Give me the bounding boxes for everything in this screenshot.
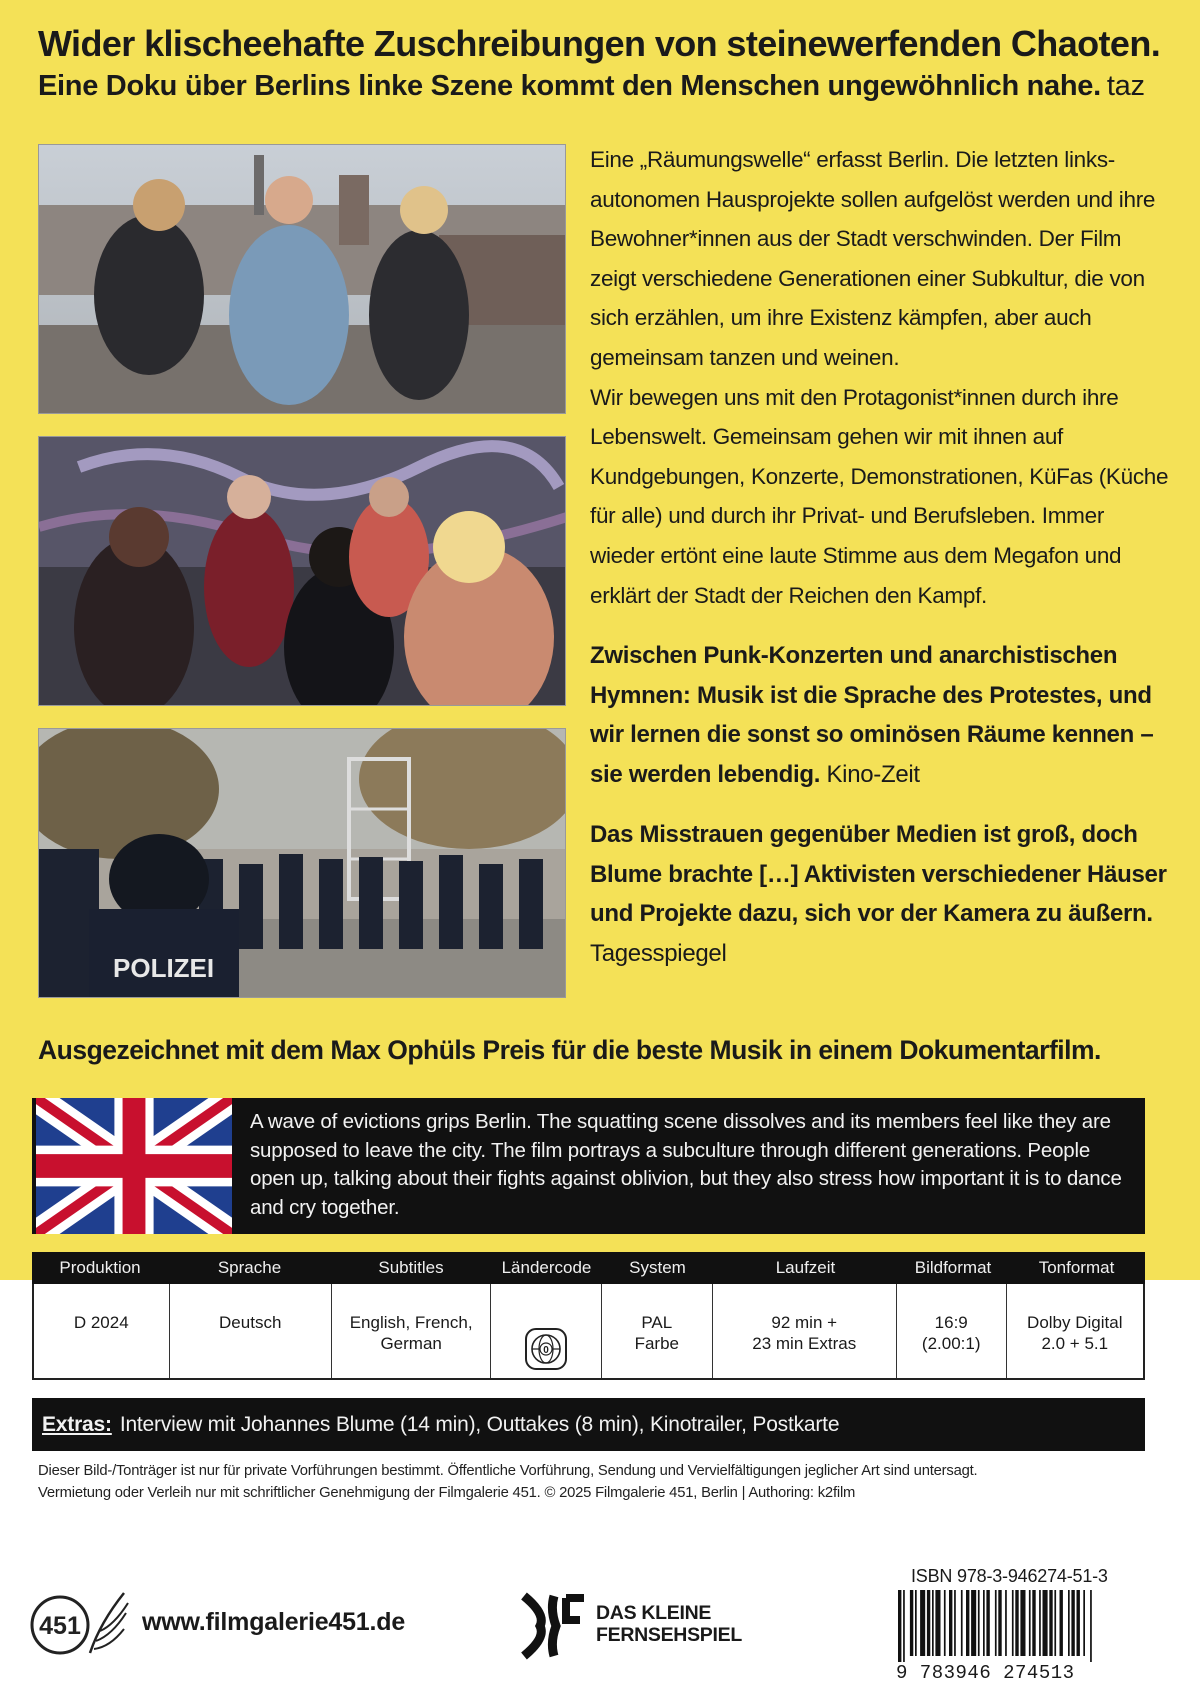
quote2-source: Tagesspiegel	[590, 939, 727, 967]
logo-451-text: 451	[39, 1612, 81, 1640]
photo-police	[38, 728, 566, 998]
spec-value-sprache: Deutsch	[170, 1284, 332, 1378]
extras-bar	[32, 1398, 1145, 1451]
barcode-bar	[1012, 1590, 1014, 1656]
barcode-bar	[986, 1590, 989, 1656]
kf-line2: FERNSEHSPIEL	[596, 1624, 742, 1646]
kf-text	[596, 1602, 742, 1646]
spec-value-tonformat: Dolby Digital 2.0 + 5.1	[1027, 1313, 1123, 1353]
description-para1: Eine „Räumungswelle“ erfasst Berlin. Die letzten links-autonomen Hausprojekte sollen aufgelöst werden und ihre Bewohner*innen aus der Stadt verschwinden. Der Film zeigt verschiedene Generationen einer Subkultur, die von sich erzählen, um ihre Existenz kämpfen, aber auch gemeinsam tanzen und weinen.	[590, 147, 1156, 370]
legal-line2: Vermietung oder Verleih nur mit schriftlicher Genehmigung der Filmgalerie 451. © 2025 Filmgalerie 451, Berlin | Authoring: k2film	[38, 1485, 856, 1501]
spec-value-subtitles: English, French, German	[332, 1284, 491, 1378]
barcode-bar	[1020, 1590, 1025, 1656]
barcode-bar	[1083, 1590, 1085, 1656]
barcode-bar	[944, 1590, 946, 1656]
quote1-source: Kino-Zeit	[826, 760, 920, 788]
barcode-bar	[1060, 1590, 1063, 1656]
award-line: Ausgezeichnet mit dem Max Ophüls Preis für die beste Musik in einem Dokumentarfilm.	[38, 1035, 1101, 1065]
barcode-bar	[983, 1590, 985, 1656]
spec-header-produktion: Produktion	[59, 1258, 141, 1277]
headline-source: taz	[1106, 70, 1145, 102]
website-link[interactable]: www.filmgalerie451.de	[142, 1608, 406, 1636]
barcode-bar	[932, 1590, 934, 1656]
photo-rooftop	[38, 144, 566, 414]
spec-value-system: PAL Farbe	[602, 1284, 713, 1378]
english-text: A wave of evictions grips Berlin. The squatting scene dissolves and its members feel like they are supposed to leave the city. The film portrays a subculture through different generations. People open up, talking about their fights against oblivion, but they also stress how important it is to dance and cry together.	[250, 1110, 1122, 1219]
barcode-bar	[903, 1590, 905, 1662]
barcode-bar	[978, 1590, 980, 1656]
barcode-bar	[920, 1590, 925, 1656]
specs-table	[32, 1252, 1145, 1380]
barcode-bar	[915, 1590, 917, 1656]
barcode	[896, 1590, 1152, 1662]
barcode-bar	[1068, 1590, 1070, 1656]
barcode-bar	[954, 1590, 956, 1656]
quote2-text: Das Misstrauen gegenüber Medien ist groß, doch Blume brachte […] Aktivisten verschiedener Häuser und Projekte dazu, sich vor der Kamera zu äußern.	[590, 821, 1167, 927]
barcode-bar	[1043, 1590, 1048, 1656]
headline-block	[38, 22, 1178, 106]
barcode-bar	[1032, 1590, 1035, 1656]
kf-line1: DAS KLEINE	[596, 1602, 712, 1624]
headline-line2	[38, 66, 1178, 106]
barcode-bar	[998, 1590, 1001, 1656]
spec-header-laendercode: Ländercode	[501, 1258, 592, 1277]
barcode-bar	[1005, 1590, 1007, 1656]
barcode-bar	[995, 1590, 997, 1656]
spec-value-bildformat: 16:9 (2.00:1)	[897, 1284, 1007, 1378]
spec-header-laufzeit: Laufzeit	[775, 1258, 836, 1277]
barcode-bar	[949, 1590, 952, 1656]
description-para2: Wir bewegen uns mit den Protagonist*innen durch ihre Lebenswelt. Gemeinsam gehen wir mit ihnen auf Kundgebungen, Konzerte, Demonstrationen, KüFas (Küche für alle) und durch ihr Privat- und Berufsleben. Immer wieder ertönt eine laute Stimme aus dem Megafon und erklärt der Stadt der Reichen den Kampf.	[590, 384, 1169, 608]
barcode-bar	[1071, 1590, 1074, 1656]
legal-notice	[38, 1460, 1178, 1504]
spec-value-laendercode	[491, 1284, 602, 1378]
quote1-text: Zwischen Punk-Konzerten und anarchistischen Hymnen: Musik ist die Sprache des Protestes, und wir lernen die sonst so ominösen Räume kennen – sie werden lebendig.	[590, 642, 1154, 788]
barcode-bar	[1090, 1590, 1092, 1662]
barcode-bar	[971, 1590, 976, 1656]
specs-header-row	[32, 1252, 1145, 1284]
region-code: 0	[543, 1345, 549, 1356]
barcode-number: 9 783946 274513	[896, 1662, 1075, 1684]
quote-tagesspiegel	[590, 815, 1170, 973]
spec-header-bildformat: Bildformat	[914, 1258, 992, 1277]
description	[590, 140, 1170, 615]
barcode-bar	[1049, 1590, 1052, 1656]
barcode-bar	[1054, 1590, 1056, 1656]
barcode-bar	[935, 1590, 940, 1656]
spec-header-tonformat: Tonformat	[1038, 1258, 1115, 1277]
barcode-bar	[1015, 1590, 1018, 1656]
spec-header-system: System	[629, 1258, 686, 1277]
spec-header-sprache: Sprache	[217, 1258, 282, 1277]
barcode-bar	[966, 1590, 969, 1656]
quote-kinozeit	[590, 636, 1170, 794]
region-code-globe-icon	[524, 1327, 568, 1371]
barcode-bar	[898, 1590, 901, 1662]
extras-text: Interview mit Johannes Blume (14 min), Outtakes (8 min), Kinotrailer, Postkarte	[119, 1413, 840, 1436]
barcode-bar	[927, 1590, 930, 1656]
specs-value-row	[32, 1284, 1145, 1380]
spec-header-subtitles: Subtitles	[378, 1258, 444, 1277]
spec-value-laufzeit: 92 min + 23 min Extras	[713, 1284, 897, 1378]
english-summary	[32, 1098, 1145, 1234]
isbn-number: ISBN 978-3-946274-51-3	[911, 1566, 1108, 1586]
legal-line1: Dieser Bild-/Tonträger ist nur für private Vorführungen bestimmt. Öffentliche Vorführung, Sendung und Vervielfältigungen jeglicher Art sind untersagt.	[38, 1463, 978, 1479]
filmgalerie-451-logo	[28, 1583, 133, 1667]
das-kleine-fernsehspiel-logo	[520, 1590, 588, 1662]
extras-label: Extras:	[42, 1413, 112, 1436]
headline-line1: Wider klischeehafte Zuschreibungen von steinewerfenden Chaoten.	[38, 23, 1161, 64]
barcode-bar	[1029, 1590, 1031, 1656]
police-sign: POLIZEI	[113, 953, 215, 983]
barcode-bar	[1077, 1590, 1080, 1656]
uk-flag-icon	[36, 1098, 232, 1234]
barcode-bar	[1039, 1590, 1041, 1656]
spec-value-produktion: D 2024	[34, 1284, 170, 1378]
barcode-bar	[961, 1590, 963, 1656]
barcode-bar	[910, 1590, 913, 1656]
photo-group	[38, 436, 566, 706]
headline-line2-text: Eine Doku über Berlins linke Szene kommt den Menschen ungewöhnlich nahe.	[38, 70, 1101, 102]
